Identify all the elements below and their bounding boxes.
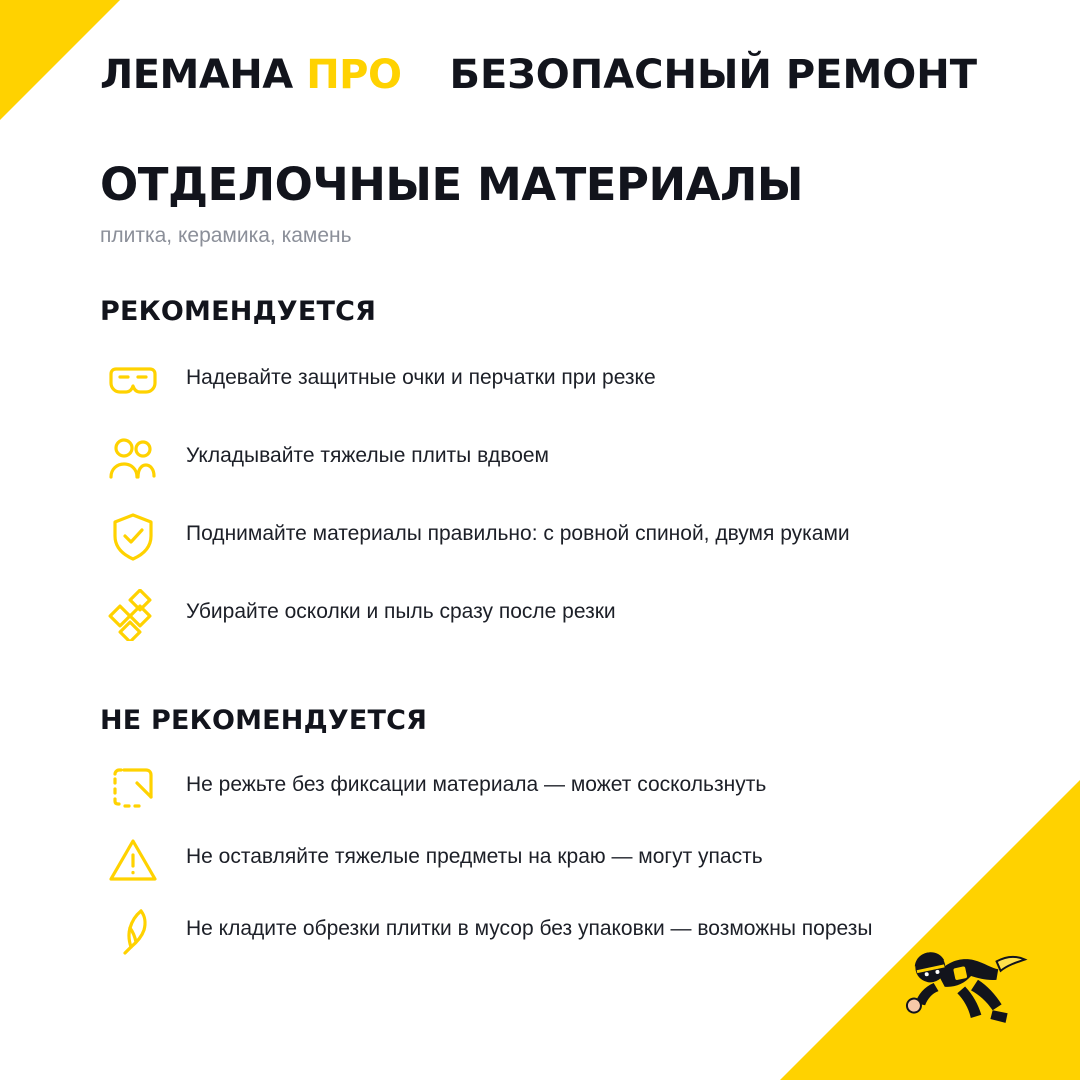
unfixed-material-icon [100, 760, 166, 816]
section-title-recommended: РЕКОМЕНДУЕТСЯ [100, 295, 377, 327]
list-item [100, 760, 980, 816]
list-item [100, 832, 980, 888]
list-item [100, 431, 980, 487]
list-item [100, 587, 980, 643]
page-subtitle: плитка, керамика, камень [100, 223, 352, 247]
section-title-not-recommended: НЕ РЕКОМЕНДУЕТСЯ [100, 704, 428, 736]
blade-shard-icon [100, 904, 166, 960]
logo-main-text: ЛЕМАНА [100, 52, 293, 98]
section-not-recommended [100, 705, 980, 960]
list-item [100, 509, 980, 565]
list-item-text: Поднимайте материалы правильно: с ровной спиной, двумя руками [186, 521, 850, 545]
shards-diamonds-icon [100, 587, 166, 643]
list-item-text: Укладывайте тяжелые плиты вдвоем [186, 443, 549, 467]
list-item-text: Надевайте защитные очки и перчатки при резке [186, 365, 656, 389]
page-title: ОТДЕЛОЧНЫЕ МАТЕРИАЛЫ [100, 158, 803, 211]
section-recommended [100, 296, 980, 643]
two-people-icon [100, 431, 166, 487]
not-recommended-list [100, 760, 980, 960]
flying-worker-mascot [882, 916, 1052, 1046]
list-item [100, 904, 980, 960]
list-item-text: Не оставляйте тяжелые предметы на краю — могут упасть [186, 844, 763, 868]
safety-goggles-icon [100, 353, 166, 409]
warning-triangle-icon [100, 832, 166, 888]
header [100, 40, 1020, 110]
brand-logo [100, 52, 401, 98]
recommended-list [100, 353, 980, 643]
list-item-text: Не режьте без фиксации материала — может соскользнуть [186, 772, 767, 796]
list-item [100, 353, 980, 409]
content-body [100, 160, 980, 976]
shield-check-icon [100, 509, 166, 565]
header-title: БЕЗОПАСНЫЙ РЕМОНТ [449, 52, 978, 98]
logo-accent-text: ПРО [306, 52, 402, 98]
list-item-text: Не кладите обрезки плитки в мусор без упаковки — возможны порезы [186, 916, 873, 940]
list-item-text: Убирайте осколки и пыль сразу после резки [186, 599, 616, 623]
